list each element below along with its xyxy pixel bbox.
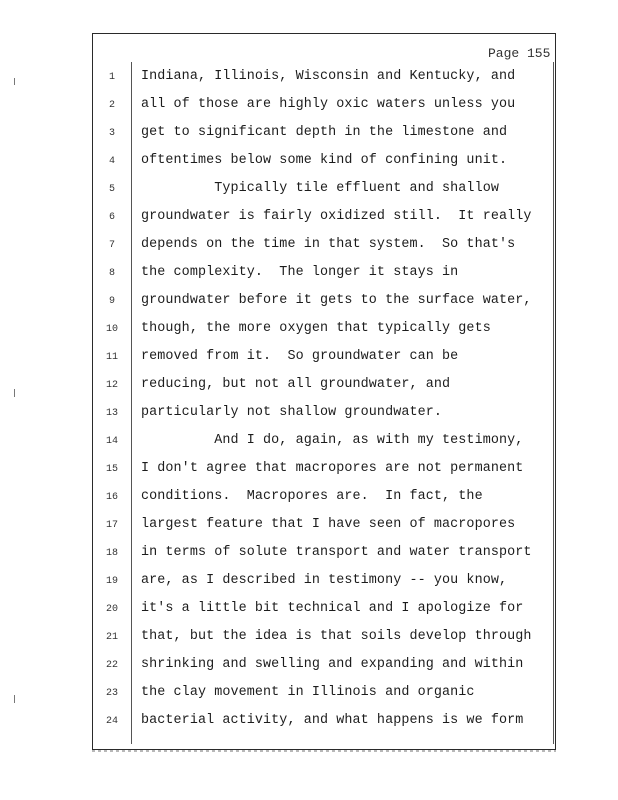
line-text: though, the more oxygen that typically gets (141, 321, 491, 336)
line-number: 16 (105, 492, 118, 503)
transcript-line (0, 685, 618, 705)
transcript-line (0, 209, 618, 229)
transcript-line (0, 181, 618, 201)
transcript-line (0, 125, 618, 145)
line-text: reducing, but not all groundwater, and (141, 377, 451, 392)
line-text: that, but the idea is that soils develop through (141, 629, 532, 644)
line-text: depends on the time in that system. So that's (141, 237, 516, 252)
line-text: particularly not shallow groundwater. (141, 405, 443, 420)
line-number: 3 (108, 128, 115, 139)
line-number: 21 (105, 632, 118, 643)
line-number: 10 (105, 324, 118, 335)
line-text: largest feature that I have seen of macropores (141, 517, 516, 532)
transcript-line (0, 713, 618, 733)
line-number: 9 (108, 296, 115, 307)
line-number: 8 (108, 268, 115, 279)
line-number: 20 (105, 604, 118, 615)
transcript-line (0, 293, 618, 313)
line-text: I don't agree that macropores are not permanent (141, 461, 524, 476)
transcript-line (0, 629, 618, 649)
transcript-line (0, 97, 618, 117)
line-text: shrinking and swelling and expanding and within (141, 657, 524, 672)
transcript-line (0, 489, 618, 509)
line-text: removed from it. So groundwater can be (141, 349, 459, 364)
line-text: the complexity. The longer it stays in (141, 265, 459, 280)
line-number: 1 (108, 72, 115, 83)
line-number: 2 (108, 100, 115, 111)
line-text: bacterial activity, and what happens is we form (141, 713, 524, 728)
line-text: Indiana, Illinois, Wisconsin and Kentucky, and (141, 69, 516, 84)
line-text: groundwater is fairly oxidized still. It really (141, 209, 532, 224)
transcript-line (0, 433, 618, 453)
line-text: get to significant depth in the limestone and (141, 125, 508, 140)
scan-artifact (92, 750, 556, 752)
line-number: 5 (108, 184, 115, 195)
line-number: 22 (105, 660, 118, 671)
line-number: 13 (105, 408, 118, 419)
line-number: 7 (108, 240, 115, 251)
line-text: the clay movement in Illinois and organic (141, 685, 475, 700)
line-number: 14 (105, 436, 118, 447)
line-number: 17 (105, 520, 118, 531)
transcript-line (0, 601, 618, 621)
transcript-line (0, 405, 618, 425)
line-text: oftentimes below some kind of confining unit. (141, 153, 508, 168)
transcript-line (0, 657, 618, 677)
transcript-line (0, 573, 618, 593)
line-text: are, as I described in testimony -- you know, (141, 573, 508, 588)
line-number: 18 (105, 548, 118, 559)
line-text: groundwater before it gets to the surface water, (141, 293, 532, 308)
line-text: Typically tile effluent and shallow (141, 181, 499, 196)
transcript-line (0, 517, 618, 537)
line-number: 6 (108, 212, 115, 223)
line-text: conditions. Macropores are. In fact, the (141, 489, 483, 504)
transcript-line (0, 265, 618, 285)
line-number: 11 (105, 352, 118, 363)
line-number: 12 (105, 380, 118, 391)
transcript-line (0, 153, 618, 173)
transcript-line (0, 377, 618, 397)
line-text: it's a little bit technical and I apologize for (141, 601, 524, 616)
line-text: all of those are highly oxic waters unless you (141, 97, 516, 112)
line-number: 23 (105, 688, 118, 699)
line-number: 15 (105, 464, 118, 475)
transcript-line (0, 349, 618, 369)
transcript-line (0, 69, 618, 89)
transcript-line (0, 461, 618, 481)
line-number: 24 (105, 716, 118, 727)
line-number: 4 (108, 156, 115, 167)
page-number: Page 155 (488, 46, 551, 61)
line-text: in terms of solute transport and water transport (141, 545, 532, 560)
line-number: 19 (105, 576, 118, 587)
transcript-line (0, 545, 618, 565)
transcript-line (0, 321, 618, 341)
transcript-line (0, 237, 618, 257)
line-text: And I do, again, as with my testimony, (141, 433, 524, 448)
